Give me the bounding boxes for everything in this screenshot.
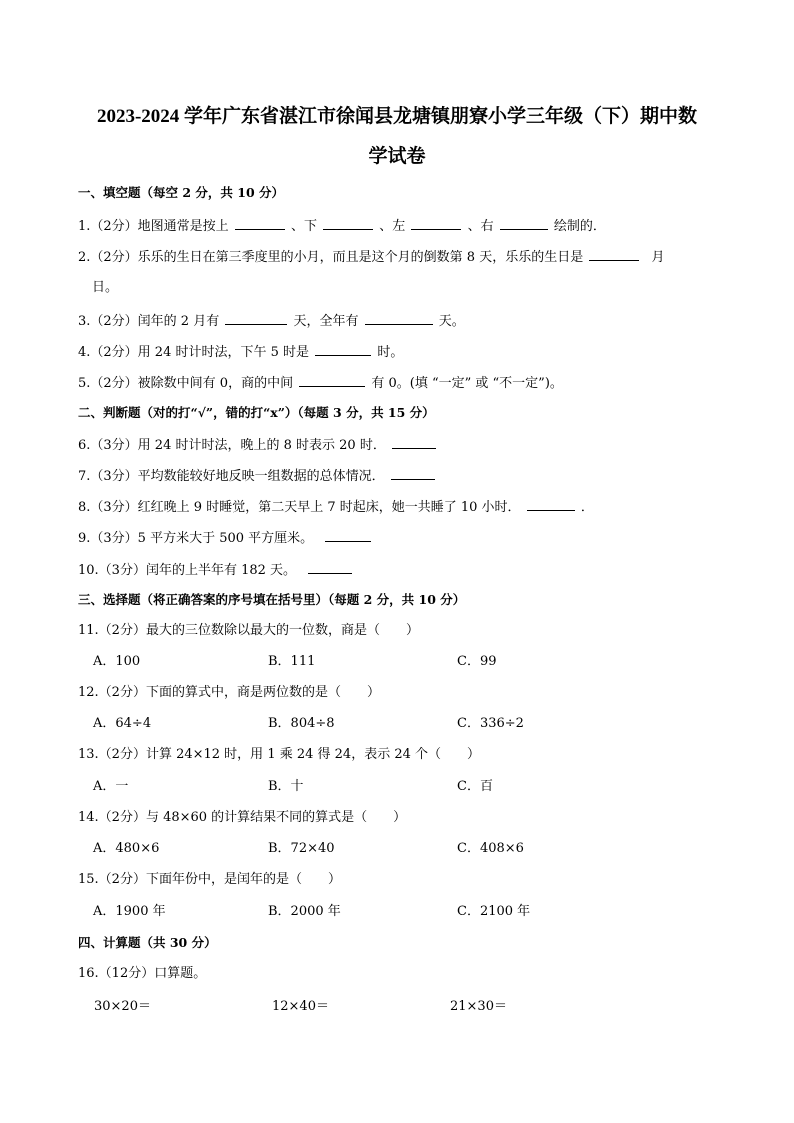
question-14-stem: 14.（2分）与 48×60 的计算结果不同的算式是（ ）: [78, 810, 407, 825]
question-1: [78, 216, 606, 236]
question-8: [78, 497, 594, 517]
answer-blank[interactable]: [391, 466, 435, 480]
section-heading-true-false: 二、判断题（对的打“√”，错的打“x”）（每题 3 分，共 15 分）: [78, 405, 435, 420]
question-9: [78, 528, 373, 548]
answer-blank[interactable]: [411, 216, 461, 230]
question-4: [78, 342, 403, 362]
option-c[interactable]: C．百: [457, 779, 493, 794]
question-10-text: 10.（3分）闰年的上半年有 182 天。: [78, 563, 297, 578]
question-4-text: 4.（2分）用 24 时计时法，下午 5 时是: [78, 345, 310, 360]
option-b[interactable]: B．十: [268, 779, 304, 794]
option-c[interactable]: C．99: [457, 654, 497, 669]
option-a[interactable]: A．64÷4: [93, 716, 152, 731]
section-heading-calculation: 四、计算题（共 30 分）: [78, 935, 217, 950]
question-1-text: 绘制的．: [553, 219, 606, 234]
answer-blank[interactable]: [589, 247, 639, 261]
answer-blank[interactable]: [500, 216, 548, 230]
answer-blank[interactable]: [299, 373, 365, 387]
exam-title-line-2: 学试卷: [368, 146, 426, 167]
option-c[interactable]: C．336÷2: [457, 716, 524, 731]
option-b[interactable]: B．72×40: [268, 841, 335, 856]
question-13-stem: 13.（2分）计算 24×12 时，用 1 乘 24 得 24，表示 24 个（ ）: [78, 747, 481, 762]
answer-blank[interactable]: [308, 560, 352, 574]
question-9-text: 9.（3分）5 平方米大于 500 平方厘米。: [78, 531, 314, 546]
question-6: [78, 435, 438, 455]
answer-blank[interactable]: [235, 216, 285, 230]
option-a[interactable]: A．1900 年: [93, 904, 166, 919]
question-3-text: 天，全年有: [293, 314, 359, 329]
question-3-text: 天。: [438, 314, 465, 329]
answer-blank[interactable]: [392, 435, 436, 449]
question-7-text: 7.（3分）平均数能较好地反映一组数据的总体情况．: [78, 469, 385, 484]
option-a[interactable]: A．100: [93, 654, 141, 669]
option-a[interactable]: A．480×6: [93, 841, 160, 856]
question-3: [78, 311, 465, 331]
answer-blank[interactable]: [323, 216, 373, 230]
section-heading-multiple-choice: 三、选择题（将正确答案的序号填在括号里）（每题 2 分，共 10 分）: [78, 592, 466, 607]
option-b[interactable]: B．2000 年: [268, 904, 341, 919]
question-1-text: 、左: [379, 219, 406, 234]
question-1-text: 、下: [290, 219, 317, 234]
question-15-stem: 15.（2分）下面年份中，是闰年的是（ ）: [78, 872, 341, 887]
question-16-stem: 16.（12分）口算题。: [78, 966, 207, 981]
question-5-text: 5.（2分）被除数中间有 0，商的中间: [78, 376, 294, 391]
question-10: [78, 560, 354, 580]
question-1-text: 、右: [467, 219, 494, 234]
option-c[interactable]: C．2100 年: [457, 904, 531, 919]
exam-title-line-1: 2023-2024 学年广东省湛江市徐闻县龙塘镇朋寮小学三年级（下）期中数: [96, 106, 698, 127]
option-b[interactable]: B．111: [268, 654, 316, 669]
question-5: [78, 373, 563, 393]
question-2-continued: 日。: [92, 280, 119, 295]
question-3-text: 3.（2分）闰年的 2 月有: [78, 314, 220, 329]
question-2: [78, 247, 665, 267]
question-11-stem: 11.（2分）最大的三位数除以最大的一位数，商是（ ）: [78, 623, 419, 638]
answer-blank[interactable]: [325, 528, 371, 542]
question-7: [78, 466, 437, 486]
answer-blank[interactable]: [225, 311, 287, 325]
question-1-text: 1.（2分）地图通常是按上: [78, 219, 229, 234]
question-8-text: ．: [580, 500, 594, 515]
question-6-text: 6.（3分）用 24 时计时法，晚上的 8 时表示 20 时．: [78, 438, 386, 453]
question-8-text: 8.（3分）红红晚上 9 时睡觉，第二天早上 7 时起床，她一共睡了 10 小时．: [78, 500, 521, 515]
mental-math-item: 21×30＝: [450, 999, 507, 1014]
option-b[interactable]: B．804÷8: [268, 716, 335, 731]
mental-math-item: 30×20＝: [94, 999, 151, 1014]
section-heading-fill-blank: 一、填空题（每空 2 分，共 10 分）: [78, 185, 285, 200]
answer-blank[interactable]: [315, 342, 371, 356]
option-a[interactable]: A．一: [93, 779, 129, 794]
mental-math-item: 12×40＝: [272, 999, 329, 1014]
question-2-text: 月: [651, 250, 665, 265]
question-5-text: 有 0。(填 “一定” 或 “不一定”)。: [371, 376, 563, 391]
option-c[interactable]: C．408×6: [457, 841, 524, 856]
question-12-stem: 12.（2分）下面的算式中，商是两位数的是（ ）: [78, 685, 380, 700]
question-2-text: 2.（2分）乐乐的生日在第三季度里的小月，而且是这个月的倒数第 8 天，乐乐的生日是: [78, 250, 584, 265]
answer-blank[interactable]: [365, 311, 433, 325]
answer-blank[interactable]: [527, 497, 575, 511]
question-4-text: 时。: [377, 345, 404, 360]
